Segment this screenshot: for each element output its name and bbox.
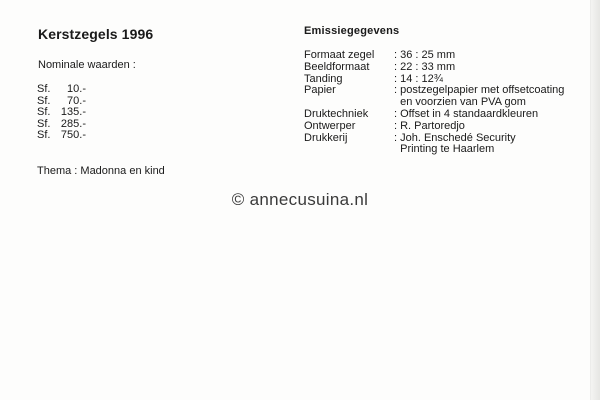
spec-key: Formaat zegel	[304, 49, 375, 61]
currency: Sf.	[37, 129, 51, 141]
amount: 285.-	[60, 117, 86, 130]
spec-value: : 36 : 25 mm	[394, 49, 456, 61]
value-row	[37, 130, 86, 142]
spec-key: Beeldformaat	[304, 60, 370, 73]
spec-value: : postzegelpapier met offsetcoating	[394, 84, 565, 97]
spec-value: : Joh. Enschedé Security	[394, 131, 516, 144]
currency: Sf.	[37, 83, 51, 95]
amount: 750.-	[60, 129, 86, 141]
spec-value: : R. Partoredjo	[394, 119, 465, 132]
nominal-values-list	[37, 84, 86, 142]
spec-key: Papier	[304, 84, 336, 97]
page-title: Kerstzegels 1996	[38, 26, 154, 42]
spec-key: Tanding	[304, 72, 343, 85]
spec-value: Printing te Haarlem	[394, 143, 495, 156]
spec-value: : 22 : 33 mm	[394, 60, 456, 73]
currency: Sf.	[37, 117, 51, 130]
currency: Sf.	[37, 106, 51, 118]
spec-key: Drukkerij	[304, 131, 348, 144]
spec-value: : Offset in 4 standaardkleuren	[394, 107, 539, 120]
spec-row	[304, 62, 584, 74]
spec-key	[304, 144, 394, 156]
spec-value: en voorzien van PVA gom	[394, 96, 526, 109]
spec-key: Ontwerper	[304, 119, 356, 132]
spec-value: : 14 : 12¾	[394, 72, 443, 85]
amount: 70.-	[67, 94, 86, 107]
spec-key: Druktechniek	[304, 107, 369, 120]
value-row	[37, 84, 86, 96]
nominal-values-label: Nominale waarden :	[38, 59, 136, 71]
currency: Sf.	[37, 94, 51, 107]
spec-row	[304, 144, 584, 156]
spec-row	[304, 109, 584, 121]
emissie-heading: Emissiegegevens	[304, 25, 400, 37]
copyright-watermark: © annecusuina.nl	[231, 190, 369, 209]
amount: 10.-	[67, 83, 86, 95]
spec-row	[304, 121, 584, 133]
theme-text: Thema : Madonna en kind	[37, 165, 165, 177]
value-row	[37, 107, 86, 119]
amount: 135.-	[60, 106, 86, 118]
spec-table	[304, 50, 584, 156]
